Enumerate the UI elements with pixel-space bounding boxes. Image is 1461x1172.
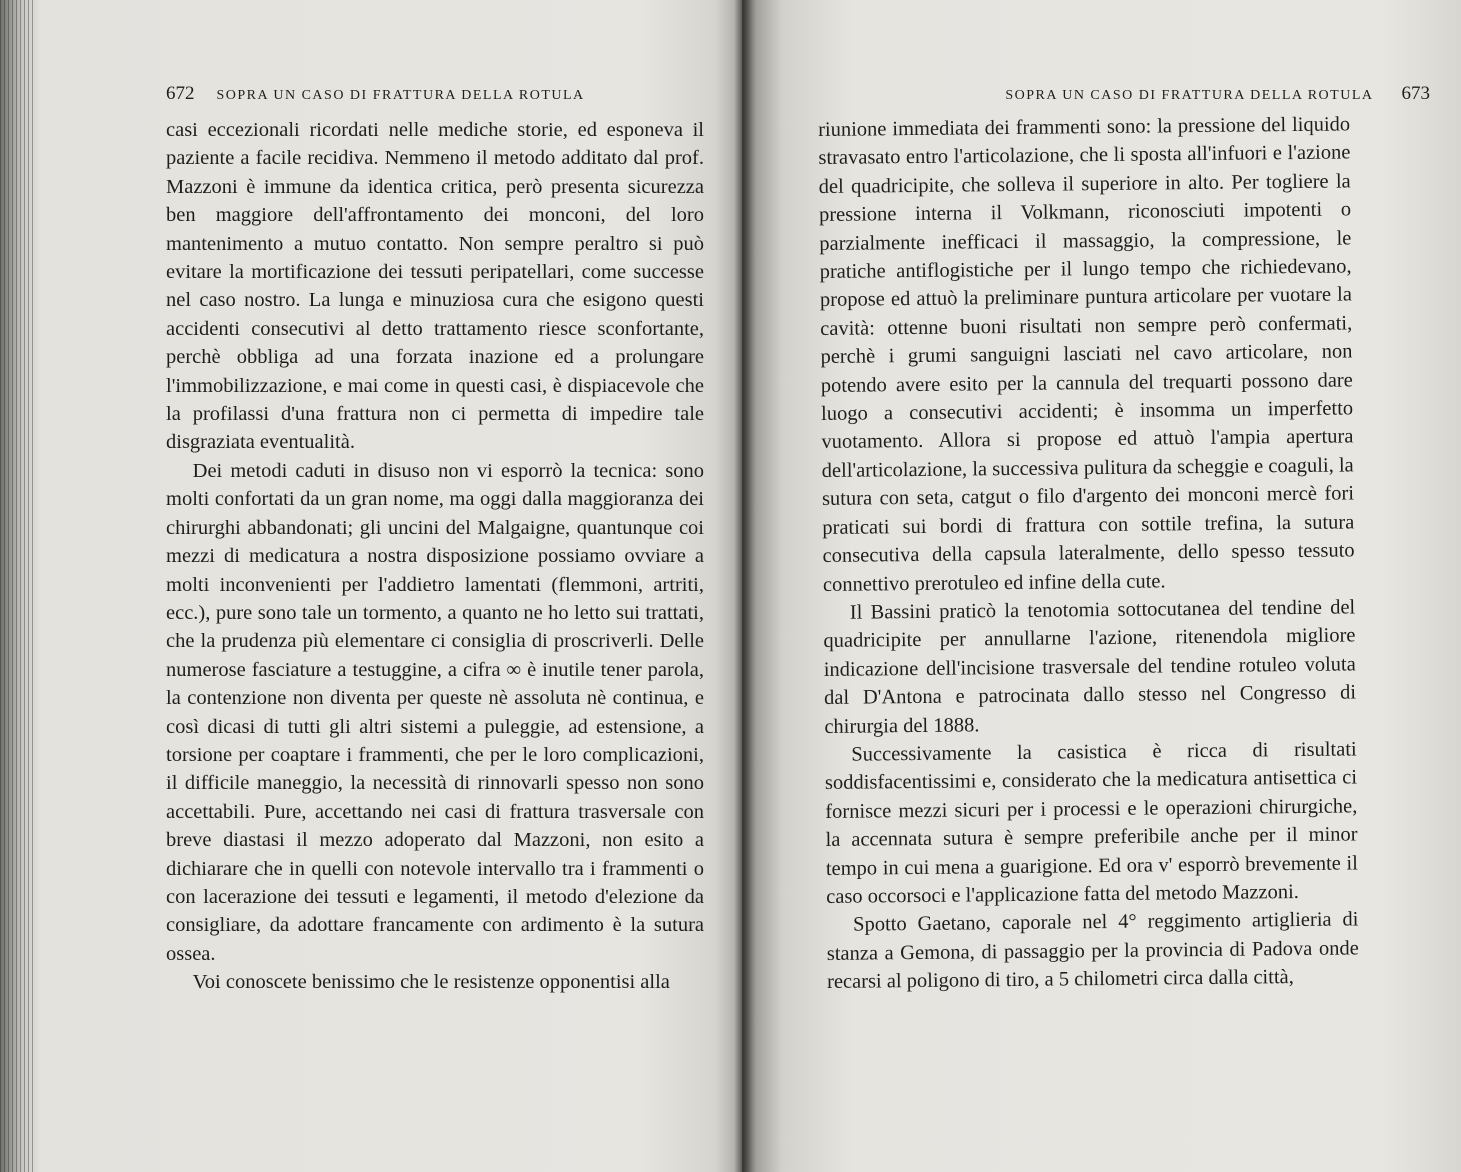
paragraph: Successivamente la casistica è ricca di risultati soddisfacentissimi e, considerato che la medicatura antisettica ci fornisce mezzi sicuri per i processi e le operazioni chirurgiche, la accennata sutura è sempre preferibile anche per il minor tempo in cui mena a guarigione. Ed ora v' esporrò brevemente il caso occorsoci e l'applicazione fatta del metodo Mazzoni. [824,738,1358,908]
right-page-number: 673 [1401,83,1430,104]
left-body-text [166,116,704,997]
right-page [742,0,1461,1172]
paragraph: Spotto Gaetano, caporale nel 4° reggimento artiglieria di stanza a Gemona, di passaggio per la provincia di Padova onde recarsi al poligono di tiro, a 5 chilometri circa dalla città, [826,908,1359,994]
right-body-text [818,110,1359,996]
left-page-number: 672 [166,83,195,104]
paragraph: Il Bassini praticò la tenotomia sottocutanea del tendine del quadricipite per annullarne l'azione, ritenendola migliore indicazione dell'incisione trasversale del tendine rotuleo voluta dal D'Antona e patrocinata dallo stesso nel Congresso di chirurgia del 1888. [823,596,1357,738]
page-edge-lines [0,0,36,1172]
paragraph: casi eccezionali ricordati nelle mediche storie, ed esponeva il paziente a facile recidiva. Nemmeno il metodo additato dal prof. Mazzoni è immune da identica critica, però presenta sicurezza ben maggiore dell'affrontamento dei monconi, del loro mantenimento a mutuo contatto. Non sempre peraltro si può evitare la mortificazione dei tessuti peripatellari, come successe nel caso nostro. La lunga e minuziosa cura che esigono questi accidenti consecutivi al detto trattamento riesce sconfortante, perchè obbliga ad una forzata inazione ed a prolungare l'immobilizzazione, e mai come in questi casi, è dispiacevole che la profilassi d'una frattura non ci permetta di impedire tale disgraziata eventualità. [166,119,704,454]
left-running-head [166,83,714,105]
paragraph: Voi conoscete benissimo che le resistenze opponentisi alla [192,971,670,994]
book-gutter [734,0,756,1172]
paragraph: Dei metodi caduti in disuso non vi esporrò la tecnica: sono molti confortati da un gran nome, ma oggi dalla maggioranza dei chirurghi abbandonati; gli uncini del Malgaigne, quantunque coi mezzi di medicatura a nostra disposizione possiamo ovviare a molti inconvenienti per l'addietro lamentati (flemmoni, artriti, ecc.), pure sono tale un tormento, a quanto ne ho letto sui trattati, che la prudenza più elementare ci consiglia di proscriverli. Delle numerose fasciature a testuggine, a cifra ∞ è inutile tener parola, la contenzione non diventa per queste nè assoluta nè continua, e così dicasi di tutti gli altri sistemi a puleggie, ad estensione, a torsione per coaptare i frammenti, che per le loro complicazioni, il difficile maneggio, la necessità di rinnovarli spesso non sono accettabili. Pure, accettando nei casi di frattura trasversale con breve diastasi il mezzo adoperato dal Mazzoni, non esito a dichiarare che in quelli con notevole intervallo tra i frammenti o con lacerazione dei tessuti e legamenti, il metodo d'elezione da consigliare, da adottare francamente con ardimento è la sutura ossea. [166,459,704,965]
right-running-title: SOPRA UN CASO DI FRATTURA DELLA ROTULA [1005,88,1374,103]
left-running-title: SOPRA UN CASO DI FRATTURA DELLA ROTULA [216,88,585,103]
right-running-head [890,83,1430,105]
paragraph: riunione immediata dei frammenti sono: la pressione del liquido stravasato entro l'articolazione, che li sposta all'infuori e l'azione del quadricipite, che solleva il superiore in alto. Per togliere la pressione interna il Volkmann, riconosciuti impotenti o parzialmente inefficaci il massaggio, la compressione, le pratiche antiflogistiche per il lungo tempo che richiedevano, propose ed attuò la preliminare puntura articolare per vuotare la cavità: ottenne buoni risultati non sempre però confermati, perchè i grumi sanguigni lasciati nel cavo articolare, non potendo avere esito per la cannula del trequarti possono dare luogo a consecutivi accidenti; è insomma un imperfetto vuotamento. Allora si propose ed attuò l'ampia apertura dell'articolazione, la successiva pulitura da scheggie e coaguli, la sutura con seta, catgut o filo d'argento dei monconi mercè fori praticati sui bordi di frattura con sottile trefina, la sutura consecutiva della capsula lateralmente, dello spesso tessuto connettivo prerotuleo ed infine della cute. [818,113,1355,596]
